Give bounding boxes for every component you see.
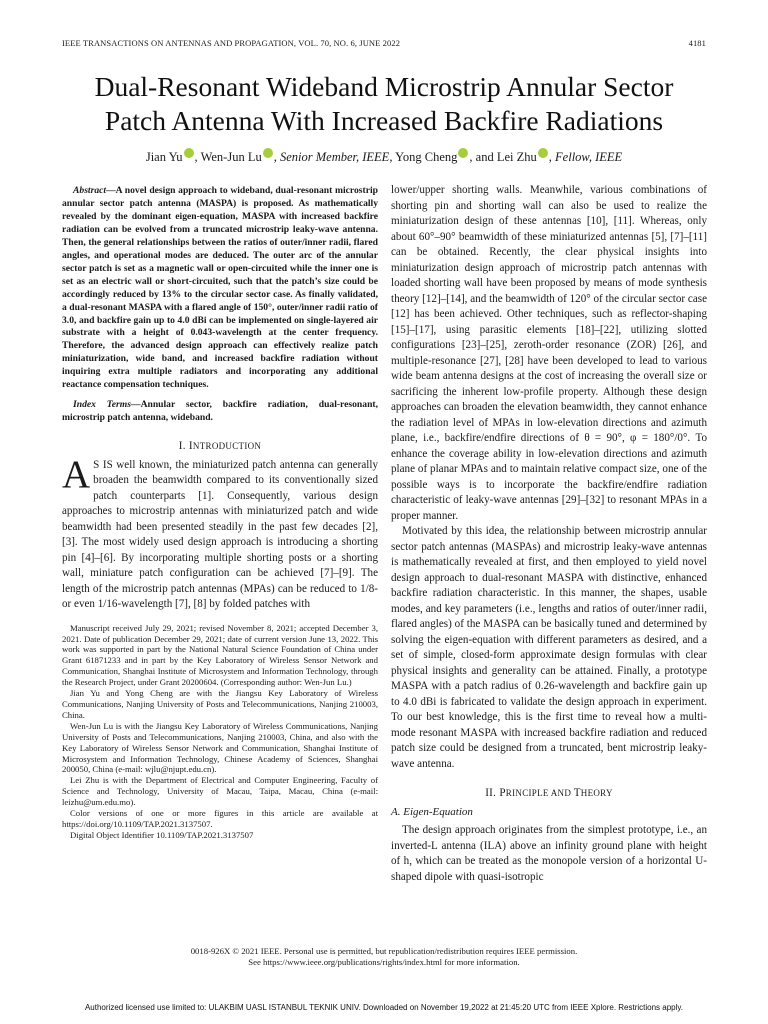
orcid-icon[interactable] [263, 148, 273, 158]
copyright-line-1: 0018-926X © 2021 IEEE. Personal use is permitted, but republication/redistribution requires IEEE permission. [190, 946, 578, 956]
footnote-affiliation-2: Wen-Jun Lu is with the Jiangsu Key Laboratory of Wireless Communications, Nanjing University of Posts and Telecommunications, Nanjing 210003, China, and also with the Key Laboratory of Wireless Sensor Network and Communication, Shanghai Institute of Microsystem and Information Technology, Chinese Academy of Sciences, Shanghai 200050, China (e-mail: wjlu@njupt.edu.cn). [62, 720, 378, 775]
title-line-1: Dual-Resonant Wideband Microstrip Annular Sector [94, 71, 674, 102]
intro-paragraph-2: Motivated by this idea, the relationship between microstrip annular sector patch antennas (MASPAs) and microstrip leaky-wave antennas is mathematically revealed at first, and then employed to yield novel design approach to dual-resonant MASPA with distinctive, enhanced backfire radiation characteristic. In this manner, the shapes, usable modes, and key parameters (i.e., lengths and ratios of outer/inner radii, flared angles) of the MASPA can be basically tuned and determined by solving the eigen-equation with different parameters as desired, and a set of simple, closed-form approximate design formulas with clear physical insights and generality can be attained. Finally, a prototype MASPA with a patch radius of 0.26-wavelength and backfire gain up to 4.0 dBi is fabricated to validate the design approach in experiment. To our best knowledge, this is the first time to reveal how a multi-mode resonant MASPA with increased backfire radiation and reduced patch size could be designed from a truncated, bent microstrip leaky-wave antenna. [391, 525, 707, 770]
author-name: Lei Zhu [496, 150, 537, 164]
footnote-affiliation-3: Lei Zhu is with the Department of Electrical and Computer Engineering, Faculty of Science and Technology, University of Macau, Taipa, Macau, China (e-mail: leizhu@um.edu.mo). [62, 775, 378, 808]
copyright-notice [0, 946, 768, 968]
index-terms-dash: — [130, 399, 141, 411]
footnote-doi: Digital Object Identifier 10.1109/TAP.2021.3137507 [70, 829, 254, 840]
abstract-text: A novel design approach to wideband, dual-resonant microstrip annular sector patch antenna (MASPA) is proposed. As mathematically revealed by the dominant eigen-equation, MASPA with increased backfire radiation can be evolved from a truncated microstrip leaky-wave antenna. Then, the general relationships between the ratios of outer/inner radii, flared angles, and operational modes are deduced. The outer arc of the annular sector patch is set as a magnetic wall or open-circuited while the inner one is set as an electric wall or short-circuited, such that the patch’s size could be accordingly reduced by 13% to the circular sector case. As finally validated, a dual-resonant MASPA with a flared angle of 150°, outer/inner radii ratio of 3.0, and backfire gain up to 4.0 dBi can be implemented on single-layered air substrate with a height of 0.043-wavelength at the center frequency. Therefore, the advanced design approach can effectively realize patch miniaturization, wide band, and increased backfire radiation without inquiring extra multiple radiators and incorporating any additional reactance compensation techniques. [62, 185, 378, 391]
author-separator: , [194, 150, 201, 164]
section-title-text: HEORY [580, 788, 613, 798]
index-terms [62, 399, 378, 425]
principle-paragraph: The design approach originates from the simplest prototype, i.e., an inverted-L antenna (ILA) above an infinity ground plane with height of h, which can be treated as the monopole version of a horizontal U-shaped dipole with quasi-isotropic [391, 824, 707, 883]
title-line-2: Patch Antenna With Increased Backfire Radiations [104, 105, 664, 136]
author-name: Yong Cheng [395, 150, 458, 164]
section-heading-principle [391, 786, 707, 802]
license-banner: Authorized licensed use limited to: ULAKBIM UASL ISTANBUL TEKNIK UNIV. Downloaded on November 19,2022 at 21:45:20 UTC from IEEE Xplore. Restrictions apply. [84, 1003, 684, 1012]
abstract [62, 185, 378, 392]
intro-paragraph-text: S IS well known, the miniaturized patch antenna can generally broaden the beamwidth compared to its conventionally sized patch counterparts [1]. Consequently, various design approaches to microstrip antennas with miniaturized patch and wide beamwidth had been presented steadily in the past few decades [2], [3]. The most widely used design approach is introducing a shorting pin [4]–[6]. By incorporating multiple shorting posts or a shorting wall, miniature patch configuration can be achieved [7]–[9]. The length of the microstrip patch antennas (MPAs) can be reduced to 1/8- or even 1/16-wavelength [7], [8] by folded patches with [62, 458, 378, 611]
intro-paragraph-continued: lower/upper shorting walls. Meanwhile, various combinations of shorting pin and shorting wall can also be used to realize the miniaturization design of these antennas [10], [11]. Whereas, only about 60°–90° beamwidth of these miniaturized antennas [5], [7]–[11] can be obtained. Recently, the clear physical insights into miniaturization design approach of microstrip patch antennas with loaded shorting wall have been proposed by means of mode synthesis theory [12]–[14], and the beamwidth of 120° of the circular sector case [12] has been achieved. Other techniques, such as reflector-shaping [15]–[17], using parasitic elements [18]–[22], utilizing slotted configurations [23]–[25], zeroth-order resonance (ZOR) [26], and multiple-resonance [27], [28] have been developed to lead to various wide beam antenna designs at the cost of increasing the overall size or sacrificing the inherent low-profile property. Although these design approaches can broaden the elevation beamwidth, they cannot enhance the radiation level of MPAs in low-elevation directions and azimuth plane, i.e., backfire/endfire directions of θ = 90°, φ = 180°/0°. To enhance the coverage ability in low-elevation directions and azimuth plane of planar MPAs and to maintain relative compact size, one of the possible ways is to incorporate the backfire/endfire radiation characteristic of leaky-wave antennas [29]–[32] to resonant MPAs in a proper manner. [391, 184, 707, 522]
author-name: Jian Yu [145, 150, 183, 164]
author-name: Wen-Jun Lu [200, 150, 262, 164]
running-header [0, 38, 768, 52]
orcid-icon[interactable] [184, 148, 194, 158]
author-separator: , [273, 150, 280, 164]
author-role: Fellow, IEEE [555, 150, 623, 164]
journal-name: IEEE TRANSACTIONS ON ANTENNAS AND PROPAGATION, VOL. 70, NO. 6, JUNE 2022 [62, 38, 401, 48]
section-title-text: T [573, 787, 581, 799]
footnotes [62, 623, 378, 841]
section-heading-introduction [62, 439, 378, 455]
author-separator: , and [469, 150, 497, 164]
copyright-line-2: See https://www.ieee.org/publications/rights/index.html for more information. [248, 957, 520, 967]
abstract-dash: — [106, 185, 116, 196]
footnote-affiliation-1: Jian Yu and Yong Cheng are with the Jiangsu Key Laboratory of Wireless Communications, Nanjing University of Posts and Telecommunications, Nanjing 210003, China. [62, 688, 378, 720]
author-separator: , [389, 150, 396, 164]
page-number: 4181 [688, 38, 706, 48]
right-column [391, 183, 707, 885]
author-separator: , [548, 150, 556, 164]
index-terms-text: Annular sector, backfire radiation, dual-resonant, microstrip patch antenna, wideband. [62, 399, 378, 424]
section-title-text: NTRODUCTION [192, 441, 262, 452]
drop-cap: A [62, 452, 91, 496]
orcid-icon[interactable] [538, 148, 548, 158]
section-numeral: I. I [178, 440, 193, 453]
orcid-icon[interactable] [458, 148, 468, 158]
left-column [62, 185, 378, 841]
author-role: Senior Member, IEEE [279, 150, 390, 164]
section-numeral: II. P [485, 787, 506, 799]
index-terms-label: Index Terms [73, 399, 131, 411]
paper-title [50, 70, 718, 138]
intro-paragraph [62, 452, 378, 613]
footnote-color-versions: Color versions of one or more figures in this article are available at https://doi.org/10.1109/TAP.2021.3137507. [62, 808, 378, 829]
footnote-manuscript: Manuscript received July 29, 2021; revised November 8, 2021; accepted December 3, 2021. Date of publication December 29, 2021; date of current version June 13, 2022. This work was supported in part by the National Natural Science Foundation of China under Grant 61871233 and in part by the Key Laboratory of Wireless Sensor Network and Communication, Shanghai Institute of Microsystem and Information Technology, through the Research Project, under Grant 20200604. (Corresponding author: Wen-Jun Lu.) [62, 622, 378, 688]
subsection-heading: A. Eigen-Equation [391, 805, 473, 818]
abstract-label: Abstract [73, 185, 107, 196]
author-list [40, 148, 728, 166]
section-title-text: RINCIPLE AND [505, 788, 574, 798]
